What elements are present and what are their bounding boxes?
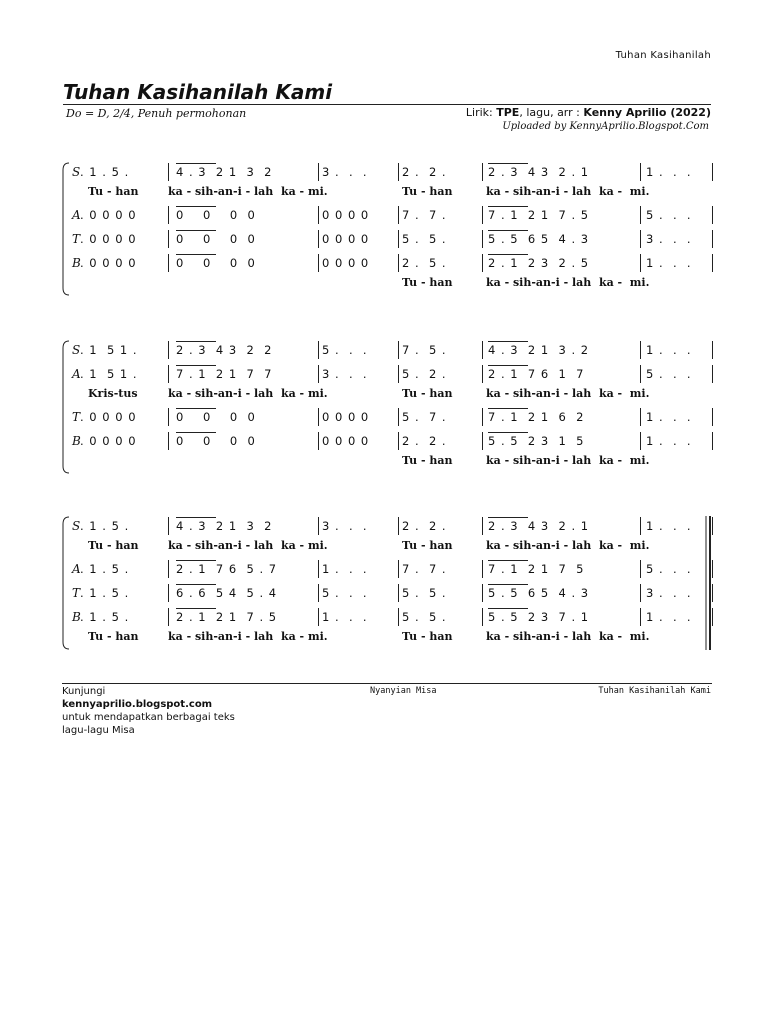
lyric-phrase: ka - sih-an-i - lah ka - mi. — [168, 539, 328, 552]
lyric-phrase: Tu - han — [402, 387, 453, 400]
lyric-phrase: Tu - han — [88, 539, 139, 552]
beam-line — [176, 560, 216, 561]
measure-notes: 0 0 0 0 — [176, 410, 256, 424]
footer-center: Nyanyian Misa — [370, 686, 437, 696]
measure-notes: 2 . 1 7 6 5 . 7 — [176, 562, 278, 576]
footer-rule — [62, 683, 712, 684]
barline — [168, 408, 169, 426]
voice-row — [72, 205, 716, 227]
measure-notes: 0 0 0 0 — [322, 256, 370, 270]
voice-row — [72, 431, 716, 453]
barline — [318, 408, 319, 426]
barline — [168, 163, 169, 181]
upload-credit: Uploaded by KennyAprilio.Blogspot.Com — [502, 121, 709, 132]
barline — [640, 365, 641, 383]
lyrics-row — [72, 276, 716, 292]
barline — [318, 560, 319, 578]
barline — [482, 432, 483, 450]
voice-label: T — [72, 232, 81, 246]
credits-composer: Kenny Aprilio (2022) — [583, 106, 711, 119]
beam-line — [488, 560, 528, 561]
measure-notes: . 1 . 5 . — [80, 586, 130, 600]
footer-right: Tuhan Kasihanilah Kami — [598, 686, 711, 696]
lyric-phrase: ka - sih-an-i - lah ka - mi. — [486, 276, 650, 289]
voice-row — [72, 407, 716, 429]
measure-notes: . 1 5 1 . — [80, 367, 138, 381]
measure-notes: . 1 . 5 . — [80, 610, 130, 624]
measure-notes: 4 . 3 2 1 3 2 — [176, 519, 273, 533]
barline — [640, 517, 641, 535]
barline — [318, 517, 319, 535]
beam-line — [176, 608, 216, 609]
barline — [398, 408, 399, 426]
measure-notes: 5 . . . — [322, 343, 368, 357]
measure-notes: 5 . 5 6 5 4 . 3 — [488, 586, 590, 600]
beam-line — [176, 206, 216, 207]
footer-note — [62, 685, 235, 737]
measure-notes: 1 . . . — [646, 519, 692, 533]
beam-line — [176, 584, 216, 585]
beam-line — [176, 432, 216, 433]
voice-row — [72, 559, 716, 581]
barline — [640, 230, 641, 248]
voice-label: S — [72, 165, 81, 179]
barline — [398, 432, 399, 450]
measure-notes: 7 . 1 2 1 7 7 — [176, 367, 273, 381]
beam-line — [488, 206, 528, 207]
beam-line — [176, 408, 216, 409]
barline — [318, 341, 319, 359]
credits-mid: , lagu, arr : — [519, 106, 584, 119]
measure-notes: . 1 . 5 . — [80, 519, 130, 533]
barline — [712, 230, 713, 248]
voice-row — [72, 516, 716, 538]
barline — [482, 230, 483, 248]
credits — [466, 106, 711, 119]
barline — [168, 230, 169, 248]
lyric-phrase: ka - sih-an-i - lah ka - mi. — [486, 630, 650, 643]
barline — [398, 230, 399, 248]
barline — [712, 365, 713, 383]
beam-line — [488, 584, 528, 585]
beam-line — [488, 517, 528, 518]
measure-notes: 0 0 0 0 — [176, 208, 256, 222]
footer-line-3: untuk mendapatkan berbagai teks — [62, 712, 235, 723]
measure-notes: 2 . 1 7 6 1 7 — [488, 367, 585, 381]
barline — [168, 560, 169, 578]
measure-notes: 5 . 2 . — [402, 367, 447, 381]
measure-notes: 1 . . . — [646, 410, 692, 424]
lyric-phrase: Tu - han — [402, 539, 453, 552]
barline — [318, 254, 319, 272]
barline — [168, 365, 169, 383]
measure-notes: 0 0 0 0 — [322, 232, 370, 246]
measure-notes: . 1 . 5 . — [80, 165, 130, 179]
barline — [318, 608, 319, 626]
measure-notes: 1 . . . — [646, 256, 692, 270]
lyric-phrase: ka - sih-an-i - lah ka - mi. — [486, 387, 650, 400]
voice-row — [72, 340, 716, 362]
barline — [482, 206, 483, 224]
voice-label: A — [72, 562, 81, 576]
barline — [482, 408, 483, 426]
measure-notes: 3 . . . — [646, 232, 692, 246]
lyric-phrase: ka - sih-an-i - lah ka - mi. — [168, 185, 328, 198]
measure-notes: . 1 5 1 . — [80, 343, 138, 357]
voice-label: A — [72, 367, 81, 381]
measure-notes: 7 . 7 . — [402, 562, 447, 576]
measure-notes: 1 . . . — [646, 165, 692, 179]
barline — [640, 608, 641, 626]
measure-notes: 1 . . . — [322, 610, 368, 624]
measure-notes: 0 0 0 0 — [322, 208, 370, 222]
barline — [168, 341, 169, 359]
barline — [482, 163, 483, 181]
measure-notes: 5 . 5 . — [402, 586, 447, 600]
measure-notes: . 0 0 0 0 — [80, 434, 137, 448]
voice-row — [72, 162, 716, 184]
measure-notes: 4 . 3 2 1 3 . 2 — [488, 343, 590, 357]
measure-notes: 5 . 5 . — [402, 610, 447, 624]
barline — [482, 608, 483, 626]
measure-notes: 6 . 6 5 4 5 . 4 — [176, 586, 278, 600]
measure-notes: 1 . . . — [646, 343, 692, 357]
barline — [640, 206, 641, 224]
measure-notes: 7 . 7 . — [402, 208, 447, 222]
beam-line — [176, 365, 216, 366]
barline — [318, 432, 319, 450]
measure-notes: 3 . . . — [322, 165, 368, 179]
measure-notes: 0 0 0 0 — [176, 232, 256, 246]
voice-row — [72, 229, 716, 251]
lyrics-row — [72, 185, 716, 201]
measure-notes: 7 . 1 2 1 7 . 5 — [488, 208, 590, 222]
barline — [318, 365, 319, 383]
beam-line — [488, 365, 528, 366]
barline — [168, 608, 169, 626]
barline — [398, 365, 399, 383]
lyric-phrase: ka - sih-an-i - lah ka - mi. — [168, 630, 328, 643]
barline — [640, 584, 641, 602]
measure-notes: 5 . 5 2 3 7 . 1 — [488, 610, 590, 624]
measure-notes: . 1 . 5 . — [80, 562, 130, 576]
barline — [482, 341, 483, 359]
beam-line — [176, 517, 216, 518]
measure-notes: 2 . 2 . — [402, 434, 447, 448]
measure-notes: 1 . . . — [646, 610, 692, 624]
measure-notes: 2 . 5 . — [402, 256, 447, 270]
measure-notes: . 0 0 0 0 — [80, 208, 137, 222]
lyric-phrase: ka - sih-an-i - lah ka - mi. — [168, 387, 328, 400]
measure-notes: 2 . 1 2 1 7 . 5 — [176, 610, 278, 624]
barline — [712, 206, 713, 224]
barline — [712, 408, 713, 426]
final-barline — [702, 516, 714, 655]
beam-line — [176, 230, 216, 231]
beam-line — [488, 341, 528, 342]
measure-notes: 2 . 2 . — [402, 519, 447, 533]
system-bracket — [62, 162, 70, 296]
title-rule — [63, 104, 711, 105]
measure-notes: 7 . 1 2 1 6 2 — [488, 410, 585, 424]
barline — [482, 365, 483, 383]
barline — [640, 254, 641, 272]
measure-notes: . 0 0 0 0 — [80, 232, 137, 246]
barline — [712, 432, 713, 450]
voice-label: T — [72, 410, 81, 424]
beam-line — [176, 163, 216, 164]
barline — [398, 584, 399, 602]
lyric-phrase: ka - sih-an-i - lah ka - mi. — [486, 539, 650, 552]
beam-line — [488, 230, 528, 231]
beam-line — [488, 432, 528, 433]
lyric-phrase: ka - sih-an-i - lah ka - mi. — [486, 185, 650, 198]
voice-label: B — [72, 434, 81, 448]
beam-line — [488, 408, 528, 409]
measure-notes: 0 0 0 0 — [176, 256, 256, 270]
measure-notes: 5 . 5 6 5 4 . 3 — [488, 232, 590, 246]
measure-notes: 3 . . . — [322, 519, 368, 533]
lyric-phrase: Tu - han — [402, 276, 453, 289]
measure-notes: 5 . . . — [322, 586, 368, 600]
measure-notes: 7 . 1 2 1 7 5 — [488, 562, 585, 576]
voice-label: S — [72, 519, 81, 533]
barline — [640, 163, 641, 181]
footer-line-1: Kunjungi — [62, 686, 106, 697]
barline — [712, 341, 713, 359]
barline — [398, 254, 399, 272]
measure-notes: 2 . 1 2 3 2 . 5 — [488, 256, 590, 270]
lyrics-row — [72, 630, 716, 646]
barline — [168, 254, 169, 272]
credits-lyricist: TPE — [496, 106, 520, 119]
measure-notes: 0 0 0 0 — [176, 434, 256, 448]
barline — [168, 206, 169, 224]
barline — [712, 163, 713, 181]
barline — [398, 206, 399, 224]
measure-notes: 3 . . . — [646, 586, 692, 600]
key-info: Do = D, 2/4, Penuh permohonan — [66, 107, 247, 120]
measure-notes: 5 . 5 2 3 1 5 — [488, 434, 585, 448]
voice-label: A — [72, 208, 81, 222]
footer-line-4: lagu-lagu Misa — [62, 725, 135, 736]
barline — [482, 560, 483, 578]
voice-row — [72, 364, 716, 386]
measure-notes: 4 . 3 2 1 3 2 — [176, 165, 273, 179]
measure-notes: 2 . 3 4 3 2 2 — [176, 343, 273, 357]
barline — [168, 517, 169, 535]
beam-line — [176, 254, 216, 255]
measure-notes: 1 . . . — [646, 434, 692, 448]
lyric-phrase: Tu - han — [88, 630, 139, 643]
barline — [640, 432, 641, 450]
lyric-phrase: Tu - han — [402, 454, 453, 467]
barline — [398, 341, 399, 359]
barline — [640, 560, 641, 578]
lyrics-row — [72, 387, 716, 403]
barline — [318, 230, 319, 248]
measure-notes: 1 . . . — [322, 562, 368, 576]
running-header: Tuhan Kasihanilah — [615, 50, 711, 61]
voice-row — [72, 253, 716, 275]
lyric-phrase: Tu - han — [402, 185, 453, 198]
barline — [482, 584, 483, 602]
barline — [640, 408, 641, 426]
barline — [482, 254, 483, 272]
lyrics-row — [72, 539, 716, 555]
system-bracket — [62, 340, 70, 474]
voice-label: B — [72, 256, 81, 270]
measure-notes: . 0 0 0 0 — [80, 256, 137, 270]
barline — [398, 517, 399, 535]
beam-line — [488, 608, 528, 609]
barline — [398, 163, 399, 181]
barline — [168, 432, 169, 450]
measure-notes: 5 . . . — [646, 562, 692, 576]
lyrics-row — [72, 454, 716, 470]
voice-row — [72, 607, 716, 629]
measure-notes: 0 0 0 0 — [322, 410, 370, 424]
footer-link[interactable]: kennyaprilio.blogspot.com — [62, 699, 213, 710]
barline — [318, 163, 319, 181]
barline — [168, 584, 169, 602]
barline — [398, 560, 399, 578]
lyric-phrase: ka - sih-an-i - lah ka - mi. — [486, 454, 650, 467]
measure-notes: 5 . . . — [646, 208, 692, 222]
measure-notes: . 0 0 0 0 — [80, 410, 137, 424]
page-title: Tuhan Kasihanilah Kami — [63, 80, 333, 104]
barline — [398, 608, 399, 626]
barline — [640, 341, 641, 359]
voice-label: T — [72, 586, 81, 600]
voice-label: S — [72, 343, 81, 357]
system-bracket — [62, 516, 70, 650]
measure-notes: 2 . 3 4 3 2 . 1 — [488, 165, 590, 179]
measure-notes: 0 0 0 0 — [322, 434, 370, 448]
measure-notes: 5 . 7 . — [402, 410, 447, 424]
measure-notes: 3 . . . — [322, 367, 368, 381]
beam-line — [488, 254, 528, 255]
voice-label: B — [72, 610, 81, 624]
barline — [482, 517, 483, 535]
beam-line — [176, 341, 216, 342]
voice-row — [72, 583, 716, 605]
measure-notes: 2 . 3 4 3 2 . 1 — [488, 519, 590, 533]
lyric-phrase: Tu - han — [402, 630, 453, 643]
measure-notes: 2 . 2 . — [402, 165, 447, 179]
measure-notes: 5 . . . — [646, 367, 692, 381]
lyric-phrase: Tu - han — [88, 185, 139, 198]
credits-prefix: Lirik: — [465, 106, 497, 119]
measure-notes: 5 . 5 . — [402, 232, 447, 246]
lyric-phrase: Kris-tus — [88, 387, 138, 400]
barline — [318, 584, 319, 602]
beam-line — [488, 163, 528, 164]
measure-notes: 7 . 5 . — [402, 343, 447, 357]
barline — [712, 254, 713, 272]
barline — [318, 206, 319, 224]
